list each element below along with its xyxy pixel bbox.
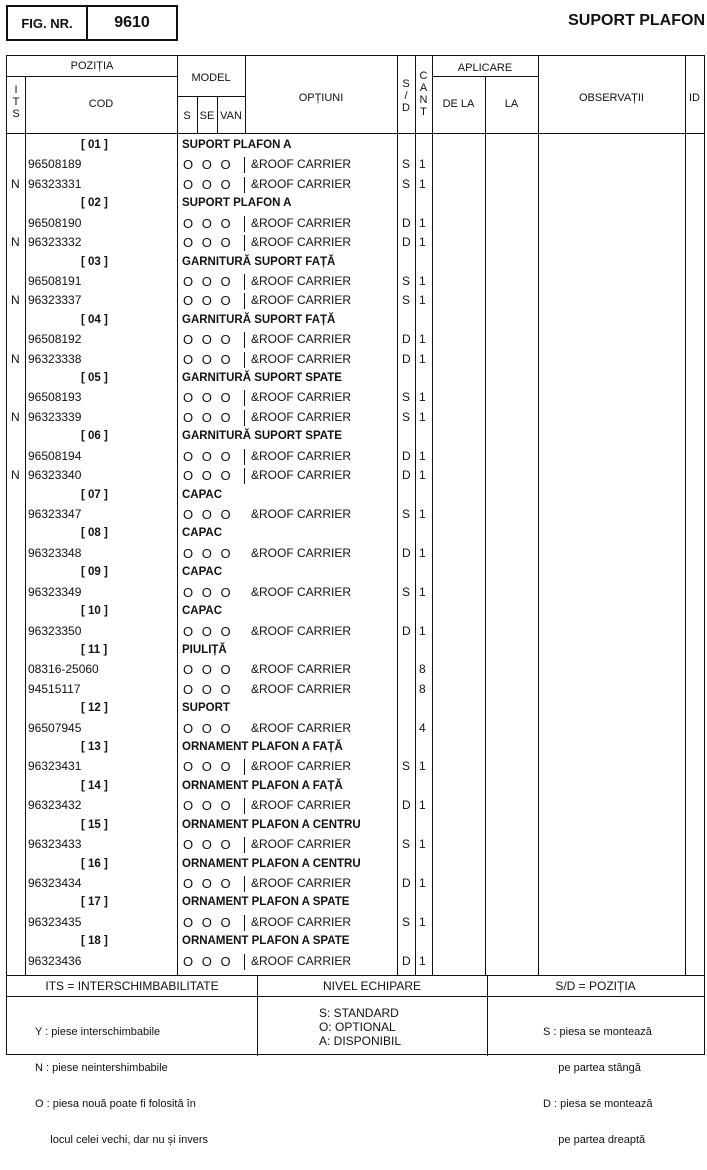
part-description: ORNAMENT PLAFON A CENTRU <box>182 818 361 831</box>
side-position: S <box>402 506 411 521</box>
option-text: &ROOF CARRIER <box>251 875 352 890</box>
option-separator <box>244 235 245 251</box>
part-description: CAPAC <box>182 605 223 618</box>
position-number: [ 03 ] <box>81 255 108 268</box>
its-code: N <box>11 351 20 366</box>
quantity: 1 <box>419 953 426 968</box>
position-row <box>7 738 704 757</box>
option-separator <box>244 157 245 173</box>
part-description: CAPAC <box>182 566 223 579</box>
part-row <box>7 233 704 252</box>
header-optiuni: OPȚIUNI <box>298 92 344 104</box>
quantity: 1 <box>419 468 426 483</box>
part-row <box>7 214 704 233</box>
position-number: [ 16 ] <box>81 857 108 870</box>
part-description: ORNAMENT PLAFON A FAȚĂ <box>182 741 343 754</box>
option-separator <box>244 915 245 931</box>
side-position: D <box>402 468 411 483</box>
option-separator <box>244 177 245 193</box>
side-position: S <box>402 409 411 424</box>
model-availability: O O O <box>183 506 231 522</box>
part-code: 96507945 <box>28 720 82 735</box>
model-availability: O O O <box>183 584 231 600</box>
position-row <box>7 524 704 543</box>
header-cod: COD <box>88 98 114 110</box>
model-availability: O O O <box>183 545 231 561</box>
model-availability: O O O <box>183 681 231 697</box>
part-description: GARNITURĂ SUPORT SPATE <box>182 430 342 443</box>
position-number: [ 17 ] <box>81 896 108 909</box>
position-row <box>7 932 704 951</box>
position-number: [ 05 ] <box>81 372 108 385</box>
option-text: &ROOF CARRIER <box>251 448 352 463</box>
part-row <box>7 272 704 291</box>
header-id: ID <box>689 92 700 104</box>
part-row <box>7 719 704 738</box>
part-description: PIULIȚĂ <box>182 643 227 656</box>
side-position: S <box>402 759 411 774</box>
part-row <box>7 544 704 563</box>
option-separator <box>244 449 245 465</box>
figure-number-box <box>6 5 178 41</box>
quantity: 1 <box>419 448 426 463</box>
position-number: [ 14 ] <box>81 779 108 792</box>
quantity: 1 <box>419 506 426 521</box>
part-row <box>7 505 704 524</box>
option-text: &ROOF CARRIER <box>251 332 352 347</box>
part-code: 96508192 <box>28 332 82 347</box>
model-availability: O O O <box>183 468 231 484</box>
part-code: 96323337 <box>28 293 82 308</box>
part-code: 08316-25060 <box>28 662 99 677</box>
position-number: [ 09 ] <box>81 566 108 579</box>
model-availability: O O O <box>183 157 231 173</box>
header-sd: S / D <box>402 78 410 114</box>
option-text: &ROOF CARRIER <box>251 409 352 424</box>
model-availability: O O O <box>183 273 231 289</box>
option-text: &ROOF CARRIER <box>251 914 352 929</box>
position-row <box>7 816 704 835</box>
part-description: ORNAMENT PLAFON A SPATE <box>182 935 350 948</box>
part-description: ORNAMENT PLAFON A FAȚĂ <box>182 779 343 792</box>
position-number: [ 10 ] <box>81 605 108 618</box>
side-position: S <box>402 157 411 172</box>
option-text: &ROOF CARRIER <box>251 837 352 852</box>
quantity: 1 <box>419 332 426 347</box>
model-availability: O O O <box>183 332 231 348</box>
position-number: [ 06 ] <box>81 430 108 443</box>
option-text: &ROOF CARRIER <box>251 235 352 250</box>
part-row <box>7 175 704 194</box>
quantity: 1 <box>419 235 426 250</box>
position-row <box>7 369 704 388</box>
part-row <box>7 330 704 349</box>
option-text: &ROOF CARRIER <box>251 273 352 288</box>
option-separator <box>244 837 245 853</box>
side-position: D <box>402 448 411 463</box>
option-text: &ROOF CARRIER <box>251 681 352 696</box>
option-separator <box>244 759 245 775</box>
option-separator <box>244 954 245 970</box>
part-row <box>7 796 704 815</box>
quantity: 1 <box>419 215 426 230</box>
model-availability: O O O <box>183 623 231 639</box>
quantity: 1 <box>419 875 426 890</box>
model-availability: O O O <box>183 759 231 775</box>
option-separator <box>244 876 245 892</box>
header-model: MODEL <box>191 72 231 84</box>
part-row <box>7 660 704 679</box>
figure-number: 9610 <box>114 14 150 31</box>
quantity: 1 <box>419 351 426 366</box>
header-its: I T S <box>12 84 20 120</box>
side-position: S <box>402 176 411 191</box>
model-availability: O O O <box>183 914 231 930</box>
option-text: &ROOF CARRIER <box>251 662 352 677</box>
header-cant: C A N T <box>419 70 428 118</box>
option-text: &ROOF CARRIER <box>251 798 352 813</box>
quantity: 1 <box>419 584 426 599</box>
option-separator <box>244 332 245 348</box>
option-separator <box>244 293 245 309</box>
part-row <box>7 408 704 427</box>
position-row <box>7 136 704 155</box>
header-aplicare: APLICARE <box>457 62 513 74</box>
position-number: [ 12 ] <box>81 702 108 715</box>
position-row <box>7 563 704 582</box>
quantity: 1 <box>419 798 426 813</box>
model-availability: O O O <box>183 235 231 251</box>
part-code: 96323339 <box>28 409 82 424</box>
side-position: S <box>402 914 411 929</box>
part-code: 96508189 <box>28 157 82 172</box>
part-code: 96323340 <box>28 468 82 483</box>
part-code: 96323435 <box>28 914 82 929</box>
header-model-se: SE <box>199 110 215 122</box>
part-code: 96323348 <box>28 545 82 560</box>
model-availability: O O O <box>183 875 231 891</box>
part-code: 96323347 <box>28 506 82 521</box>
position-row <box>7 855 704 874</box>
header-de-la: DE LA <box>442 98 475 110</box>
quantity: 1 <box>419 293 426 308</box>
model-availability: O O O <box>183 215 231 231</box>
part-row <box>7 913 704 932</box>
part-row <box>7 466 704 485</box>
quantity: 1 <box>419 273 426 288</box>
option-text: &ROOF CARRIER <box>251 468 352 483</box>
option-text: &ROOF CARRIER <box>251 759 352 774</box>
part-row <box>7 388 704 407</box>
part-code: 96323431 <box>28 759 82 774</box>
part-description: GARNITURĂ SUPORT SPATE <box>182 372 342 385</box>
part-code: 94515117 <box>28 681 81 696</box>
its-code: N <box>11 293 20 308</box>
part-row <box>7 874 704 893</box>
part-description: GARNITURĂ SUPORT FAȚĂ <box>182 255 336 268</box>
position-number: [ 02 ] <box>81 197 108 210</box>
part-code: 96323436 <box>28 953 82 968</box>
option-text: &ROOF CARRIER <box>251 390 352 405</box>
part-row <box>7 622 704 641</box>
parts-table <box>6 55 705 1146</box>
model-availability: O O O <box>183 409 231 425</box>
model-availability: O O O <box>183 448 231 464</box>
part-code: 96508190 <box>28 215 82 230</box>
quantity: 8 <box>419 662 426 677</box>
part-row <box>7 583 704 602</box>
its-code: N <box>11 468 20 483</box>
model-availability: O O O <box>183 953 231 969</box>
option-separator <box>244 468 245 484</box>
position-row <box>7 699 704 718</box>
part-description: CAPAC <box>182 488 223 501</box>
part-code: 96508191 <box>28 273 82 288</box>
part-row <box>7 952 704 971</box>
side-position: D <box>402 623 411 638</box>
legend-its-lines: Y : piese interschimbabile N : piese neintershimbabile O : piesa nouă poate fi folosită în locul celei vechi, dar nu și invers <box>35 1026 209 1146</box>
part-code: 96323338 <box>28 351 82 366</box>
side-position: D <box>402 215 411 230</box>
position-number: [ 01 ] <box>81 139 108 151</box>
part-code: 96323432 <box>28 798 82 813</box>
model-availability: O O O <box>183 176 231 192</box>
header-observatii: OBSERVAȚII <box>578 92 644 104</box>
part-description: SUPORT PLAFON A <box>182 197 292 210</box>
quantity: 1 <box>419 837 426 852</box>
position-row <box>7 777 704 796</box>
legend-sd-lines: S : piesa se montează pe partea stângă D : piesa se montează pe partea dreaptă <box>543 1026 653 1146</box>
part-code: 96323434 <box>28 875 82 890</box>
legend-sd-title: S/D = POZIȚIA <box>555 979 636 993</box>
quantity: 1 <box>419 176 426 191</box>
option-text: &ROOF CARRIER <box>251 584 352 599</box>
part-description: SUPORT PLAFON A <box>182 139 292 151</box>
part-code: 96508194 <box>28 448 82 463</box>
option-text: &ROOF CARRIER <box>251 953 352 968</box>
legend-nivel-title: NIVEL ECHIPARE <box>322 979 422 993</box>
side-position: S <box>402 837 411 852</box>
side-position: D <box>402 875 411 890</box>
side-position: D <box>402 351 411 366</box>
header-pozitia: POZIȚIA <box>70 60 114 72</box>
model-availability: O O O <box>183 798 231 814</box>
header-la: LA <box>504 98 519 110</box>
quantity: 1 <box>419 545 426 560</box>
part-description: ORNAMENT PLAFON A CENTRU <box>182 857 361 870</box>
option-separator <box>244 216 245 232</box>
model-availability: O O O <box>183 720 231 736</box>
part-code: 96323349 <box>28 584 82 599</box>
quantity: 4 <box>419 720 426 735</box>
option-separator <box>244 410 245 426</box>
position-row <box>7 311 704 330</box>
part-row <box>7 155 704 174</box>
part-row <box>7 447 704 466</box>
option-separator <box>244 798 245 814</box>
quantity: 1 <box>419 157 426 172</box>
part-description: SUPORT <box>182 702 230 715</box>
part-description: GARNITURĂ SUPORT FAȚĂ <box>182 313 336 326</box>
part-row <box>7 291 704 310</box>
model-availability: O O O <box>183 351 231 367</box>
position-number: [ 18 ] <box>81 935 108 948</box>
quantity: 1 <box>419 759 426 774</box>
part-code: 96323331 <box>28 176 82 191</box>
page-title: SUPORT PLAFON <box>568 12 705 29</box>
position-number: [ 13 ] <box>81 741 108 754</box>
side-position: D <box>402 235 411 250</box>
legend-nivel-lines: S: STANDARD O: OPTIONAL A: DISPONIBIL <box>319 1006 402 1048</box>
its-code: N <box>11 235 20 250</box>
position-number: [ 08 ] <box>81 527 108 540</box>
side-position: D <box>402 953 411 968</box>
side-position: D <box>402 545 411 560</box>
model-availability: O O O <box>183 662 231 678</box>
figure-label: FIG. NR. <box>8 7 88 39</box>
side-position: S <box>402 584 411 599</box>
position-row <box>7 427 704 446</box>
part-code: 96508193 <box>28 390 82 405</box>
quantity: 8 <box>419 681 426 696</box>
position-number: [ 04 ] <box>81 313 108 326</box>
model-availability: O O O <box>183 837 231 853</box>
header-model-s: S <box>183 110 191 122</box>
side-position: D <box>402 332 411 347</box>
position-number: [ 15 ] <box>81 818 108 831</box>
part-description: ORNAMENT PLAFON A SPATE <box>182 896 350 909</box>
position-row <box>7 641 704 660</box>
position-row <box>7 194 704 213</box>
part-row <box>7 757 704 776</box>
option-separator <box>244 352 245 368</box>
quantity: 1 <box>419 914 426 929</box>
model-availability: O O O <box>183 390 231 406</box>
option-separator <box>244 390 245 406</box>
option-text: &ROOF CARRIER <box>251 545 352 560</box>
position-number: [ 11 ] <box>81 643 108 656</box>
part-code: 96323332 <box>28 235 82 250</box>
side-position: S <box>402 390 411 405</box>
part-row <box>7 835 704 854</box>
side-position: D <box>402 798 411 813</box>
legend-its-title: ITS = INTERSCHIMBABILITATE <box>45 979 219 993</box>
quantity: 1 <box>419 390 426 405</box>
part-description: CAPAC <box>182 527 223 540</box>
option-text: &ROOF CARRIER <box>251 623 352 638</box>
position-row <box>7 602 704 621</box>
option-text: &ROOF CARRIER <box>251 176 352 191</box>
option-text: &ROOF CARRIER <box>251 293 352 308</box>
side-position: S <box>402 293 411 308</box>
part-code: 96323350 <box>28 623 82 638</box>
part-row <box>7 680 704 699</box>
model-availability: O O O <box>183 293 231 309</box>
position-row <box>7 486 704 505</box>
its-code: N <box>11 409 20 424</box>
position-row <box>7 893 704 912</box>
option-text: &ROOF CARRIER <box>251 506 352 521</box>
part-row <box>7 350 704 369</box>
part-code: 96323433 <box>28 837 82 852</box>
option-text: &ROOF CARRIER <box>251 157 352 172</box>
side-position: S <box>402 273 411 288</box>
option-text: &ROOF CARRIER <box>251 720 352 735</box>
quantity: 1 <box>419 623 426 638</box>
option-text: &ROOF CARRIER <box>251 215 352 230</box>
option-text: &ROOF CARRIER <box>251 351 352 366</box>
option-separator <box>244 274 245 290</box>
position-number: [ 07 ] <box>81 488 108 501</box>
quantity: 1 <box>419 409 426 424</box>
position-row <box>7 253 704 272</box>
its-code: N <box>11 176 20 191</box>
header-model-van: VAN <box>220 110 242 122</box>
